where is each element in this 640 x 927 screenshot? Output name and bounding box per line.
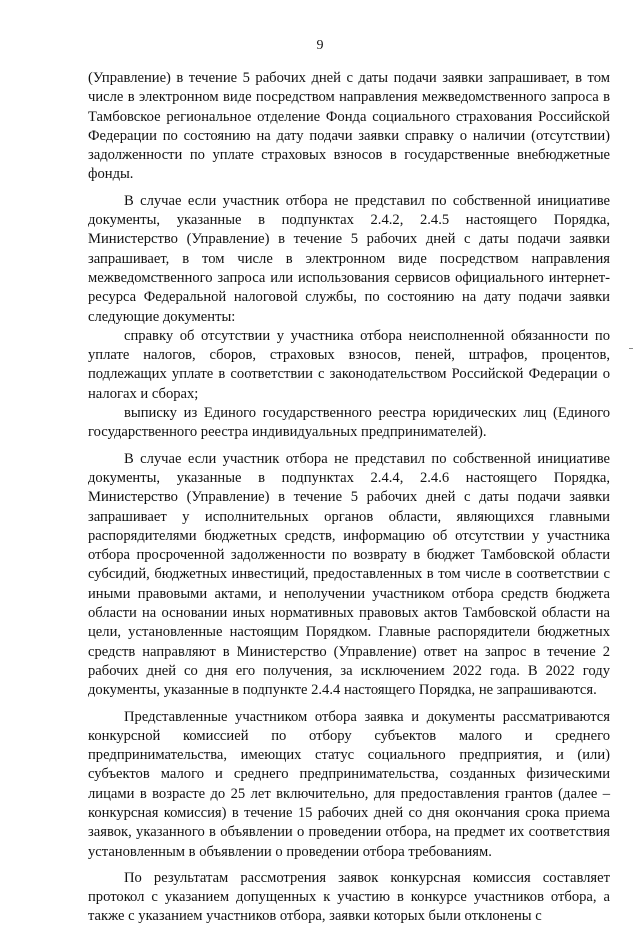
paragraph-commission-protocol: По результатам рассмотрения заявок конкурсная комиссия составляет протокол с указанием допущенных к участию в конкурсе участников отбора, а также с указанием участников отбора, заявки которых были отклонены с <box>88 869 610 925</box>
margin-mark <box>629 348 633 349</box>
paragraph-continuation: (Управление) в течение 5 рабочих дней с даты подачи заявки запрашивает, в том числе в электронном виде посредством направления межведомственного запроса в Тамбовское региональное отделение Фонда социального страхования Российской Федерации по состоянию на дату подачи заявки справку о наличии (отсутствии) задолженности по уплате страховых взносов в государственные внебюджетные фонды. <box>88 70 610 183</box>
paragraph-request-tax-documents: В случае если участник отбора не представил по собственной инициативе документы, указанные в подпунктах 2.4.2, 2.4.5 настоящего Порядка, Министерство (Управление) в течение 5 рабочих дней с даты подачи заявки запрашивает, в том числе в электронном виде посредством направления межведомственного запроса или использования сервисов официального интернет-ресурса Федеральной налоговой службы, по состоянию на дату подачи заявки следующие документы: <box>88 192 610 325</box>
document-body <box>88 69 610 927</box>
paragraph-commission-review: Представленные участником отбора заявка и документы рассматриваются конкурсной комиссией по отбору субъектов малого и среднего предпринимательства, имеющих статус социального предприятия, и (или) субъектов малого и среднего предпринимательства, созданных физическими лицами в возрасте до 25 лет включительно, для предоставления грантов (далее – конкурсная комиссия) в течение 15 рабочих дней со дня окончания срока приема заявок, указанного в объявлении о проведении отбора, на предмет их соответствия установленным в объявлении о проведении отбора требованиям. <box>88 708 610 860</box>
list-item-registry-extract: выписку из Единого государственного реестра юридических лиц (Единого государственного реестра индивидуальных предпринимателей). <box>88 405 610 441</box>
paragraph-request-budget-info: В случае если участник отбора не представил по собственной инициативе документы, указанные в подпунктах 2.4.4, 2.4.6 настоящего Порядка, Министерство (Управление) в течение 5 рабочих дней с даты подачи заявки запрашивает у исполнительных органов области, являющихся главными распорядителями бюджетных средств, информацию об отсутствии у участника отбора просроченной задолженности по возврату в бюджет Тамбовской области субсидий, бюджетных инвестиций, предоставленных в том числе в соответствии с иными правовыми актами, и неполучении участником отбора средств бюджета области на основании иных нормативных правовых актов Тамбовской области на цели, установленные настоящим Порядком. Главные распорядители бюджетных средств направляют в Министерство (Управление) ответ на запрос в течение 2 рабочих дней со дня его получения, за исключением 2022 года. В 2022 году документы, указанные в подпункте 2.4.4 настоящего Порядка, не запрашиваются. <box>88 450 610 699</box>
page-number: 9 <box>316 38 324 53</box>
list-item-tax-certificate: справку об отсутствии у участника отбора неисполненной обязанности по уплате налогов, сборов, страховых взносов, пеней, штрафов, процентов, подлежащих уплате в соответствии с законодательством Российской Федерации о налогах и сборах; <box>88 327 610 402</box>
